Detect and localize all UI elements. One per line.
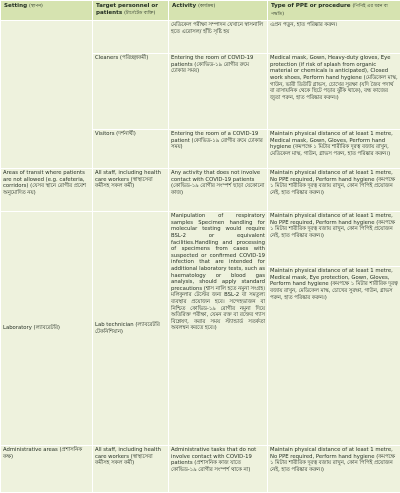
table-row xyxy=(1,21,400,54)
target-cell: Visitors (দর্শনার্থী) xyxy=(93,130,169,169)
setting-cell: Laboratory (ল্যাবরেটরি) xyxy=(1,212,93,446)
activity-cell: Entering the room of COVID-19 patients (কোভিড-১৯ রোগীর রুমে ঢোকার সময়) xyxy=(169,54,268,130)
setting-cell: Areas of transit where patients are not allowed (e.g. cafeteria, corridors) (যেসব স্থানে রোগীর প্রবেশ অনুমোদিত নয়) xyxy=(1,169,93,212)
ppe-cell: Maintain physical distance of at least 1 metre, No PPE required, Perform hand hygiene (কমপক্ষে ১ মিটার শারীরিক দূরত্ব বজায় রাখুন, কোন পিপিই প্রয়োজন নেই, হাত পরিষ্কার করুন।) xyxy=(268,169,400,212)
table-row xyxy=(1,169,400,212)
target-cell: Cleaners (পরিচ্ছন্নকর্মী) xyxy=(93,54,169,130)
setting-cell-empty xyxy=(1,21,93,169)
activity-cell: Entering the room of a COVID-19 patient (কোভিড-১৯ রোগীর রুমে ঢোকার সময়) xyxy=(169,130,268,169)
table-row xyxy=(1,212,400,267)
setting-cell: Administrative areas (প্রশাসনিক কক্ষ) xyxy=(1,446,93,493)
header-target: Target personnel or patients (টার্গেটেড ব্যক্তি) xyxy=(93,1,169,21)
table-row xyxy=(1,446,400,493)
ppe-cell: Maintain physical distance of at least 1 metre, Medical mask, Eye protection, Gown, Gloves, Perform hand hygiene (কমপক্ষে ১ মিটার শারীরিক দূরত্ব বজায় রাখুন, মেডিকেল মাস্ক, চোখের সুরক্ষা, গাউন, গ্লাভস পরুন, হাত পরিষ্কার করুন।) xyxy=(268,267,400,446)
activity-cell: মেডিকেল পরীক্ষা সম্পাদন যেখানে স্বাসনালি হতে এরোসল/ হাঁচি সৃষ্টি হয় xyxy=(169,21,268,54)
target-cell: Lab technician (ল্যাবরেটরি টেকনিশিয়ান) xyxy=(93,212,169,446)
activity-cell: Any activity that does not involve contact with COVID-19 patients (কোভিড-১৯ রোগীর সংস্পর্শ ছাড়া যেকোনো কাজ) xyxy=(169,169,268,212)
ppe-cell: Maintain physical distance of at least 1 metre, No PPE required, Perform hand hygiene (কমপক্ষে ১ মিটার শারীরিক দূরত্ব বজায় রাখুন, কোন পিপিই প্রয়োজন নেই, হাত পরিষ্কার করুন।) xyxy=(268,446,400,493)
target-cell: All staff, including health care workers (স্বাস্থ্যসেবা কর্মীসহ সকল কর্মী) xyxy=(93,446,169,493)
header-activity: Activity (কার্যক্রম) xyxy=(169,1,268,21)
ppe-cell: Maintain physical distance of at least 1 metre, Medical mask, Gown, Gloves, Perform hand hygiene (কমপক্ষে ১ মিটার শারীরিক দূরত্ব বজায় রাখুন, মেডিকেল মাস্ক, গাউন, গ্লাভস পরুন, হাত পরিষ্কার করুন।) xyxy=(268,130,400,169)
table-header-row xyxy=(1,1,400,21)
activity-cell: Administrative tasks that do not involve contact with COVID-19 patients (প্রশাসনিক কাজ যাতে কোভিড-১৯ রোগীর সংস্পর্শ থাকে না) xyxy=(169,446,268,493)
activity-cell: Manipulation of respiratory samples Specimen handling for molecular testing would require BSL-2 or equivalent facilities.Handling and processing of specimens from cases with suspected or confirmed COVID-19 infection that are intended for additional laboratory tests, such as haematology or blood gas analysis, should apply standard precautions (শ্বাস নালি হতে নমুনা সংগ্রহ। মলিকুলার টেস্টের জন্য BSL-2 বা সমতুল্য ব্যবস্থার প্রয়োজন হবে। সন্দেহভাজন বা নিশ্চিত কোভিড-১৯ রোগীর নমুনা দিয়ে অতিরিক্ত পরীক্ষা, যেমন রক্ত বা রক্তের গ্যাস বিশ্লেষণ, করার সময় স্ট্যান্ডার্ড সতর্কতা অবলম্বন করতে হবে।) xyxy=(169,212,268,446)
target-cell: All staff, including health care workers (স্বাস্থ্যসেবা কর্মীসহ সকল কর্মী) xyxy=(93,169,169,212)
header-ppe: Type of PPE or procedure (পিপিই এর ধরন বা পদ্ধতি) xyxy=(268,1,400,21)
ppe-cell: এপ্রন পড়ুন, হাত পরিষ্কার করুন। xyxy=(268,21,400,54)
header-setting: Setting (স্থাপন) xyxy=(1,1,93,21)
ppe-cell: Medical mask, Gown, Heavy-duty gloves, Eye protection (if risk of splash from organic material or chemicals is anticipated), Closed work shoes, Perform hand hygiene (মেডিকেল মাস্ক, গাউন, ভারী ডিউটি গ্লাভস, চোখের সুরক্ষা (যদি জৈব পদার্থ বা রাসায়নিক থেকে ছিটে পড়ার ঝুঁকি থাকে), বন্ধ কাজের জুতা পরুন, হাত পরিষ্কার করুন।) xyxy=(268,54,400,130)
target-cell-empty xyxy=(93,21,169,54)
ppe-cell: Maintain physical distance of at least 1 metre, No PPE required, Perform hand hygiene (কমপক্ষে ১ মিটার শারীরিক দূরত্ব বজায় রাখুন, কোন পিপিই প্রয়োজন নেই, হাত পরিষ্কার করুন।) xyxy=(268,212,400,267)
